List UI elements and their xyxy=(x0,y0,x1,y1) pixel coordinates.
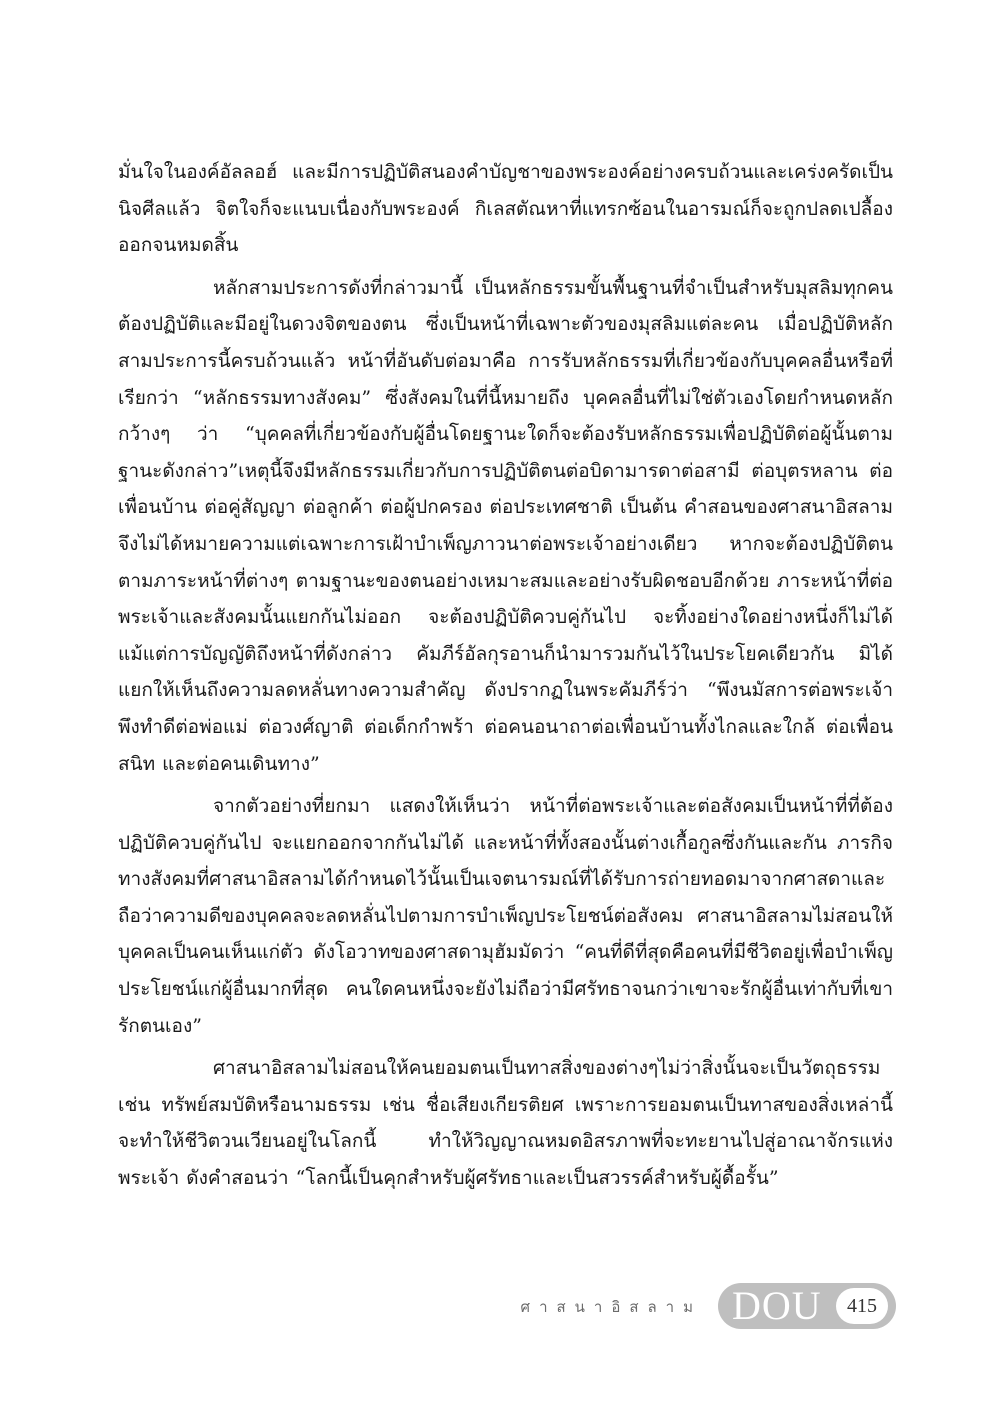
paragraph-social-principles: หลักสามประการดังที่กล่าวมานี้ เป็นหลักธรรมขั้นพื้นฐานที่จำเป็นสำหรับมุสลิมทุกคนต้องปฏิบัติและมีอยู่ในดวงจิตของตน ซึ่งเป็นหน้าที่เฉพาะตัวของมุสลิมแต่ละคน เมื่อปฏิบัติหลักสามประการนี้ครบถ้วนแล้ว หน้าที่อันดับต่อมาคือ การรับหลักธรรมที่เกี่ยวข้องกับบุคคลอื่นหรือที่เรียกว่า “หลักธรรมทางสังคม” ซึ่งสังคมในที่นี้หมายถึง บุคคลอื่นที่ไม่ใช่ตัวเองโดยกำหนดหลักกว้างๆ ว่า “บุคคลที่เกี่ยวข้องกับผู้อื่นโดยฐานะใดก็จะต้องรับหลักธรรมเพื่อปฏิบัติต่อผู้นั้นตามฐานะดังกล่าว”เหตุนี้จึงมีหลักธรรมเกี่ยวกับการปฏิบัติตนต่อบิดามารดาต่อสามี ต่อบุตรหลาน ต่อเพื่อนบ้าน ต่อคู่สัญญา ต่อลูกค้า ต่อผู้ปกครอง ต่อประเทศชาติ เป็นต้น คำสอนของศาสนาอิสลามจึงไม่ได้หมายความแต่เฉพาะการเฝ้าบำเพ็ญภาวนาต่อพระเจ้าอย่างเดียว หากจะต้องปฏิบัติตนตามภาระหน้าที่ต่างๆ ตามฐานะของตนอย่างเหมาะสมและอย่างรับผิดชอบอีกด้วย ภาระหน้าที่ต่อพระเจ้าและสังคมนั้นแยกกันไม่ออก จะต้องปฏิบัติควบคู่กันไป จะทิ้งอย่างใดอย่างหนึ่งก็ไม่ได้ แม้แต่การบัญญัติถึงหน้าที่ดังกล่าว คัมภีร์อัลกุรอานก็นำมารวมกันไว้ในประโยคเดียวกัน มิได้แยกให้เห็นถึงความลดหลั่นทางความสำคัญ ดังปรากฏในพระคัมภีร์ว่า “พึงนมัสการต่อพระเจ้า พึงทำดีต่อพ่อแม่ ต่อวงศ์ญาติ ต่อเด็กกำพร้า ต่อคนอนาถาต่อเพื่อนบ้านทั้งไกลและใกล้ ต่อเพื่อนสนิท และต่อคนเดินทาง” xyxy=(118,276,893,775)
page-number: 415 xyxy=(836,1288,888,1324)
footer-subject-title: ศาสนาอิสลาม xyxy=(520,1298,702,1316)
paragraph-continuation: มั่นใจในองค์อัลลอฮ์ และมีการปฏิบัติสนองคำบัญชาของพระองค์อย่างครบถ้วนและเคร่งครัดเป็นนิจศีลแล้ว จิตใจก็จะแนบเนื่องกับพระองค์ กิเลสตัณหาที่แทรกซ้อนในอารมณ์ก็จะถูกปลดเปลื้องออกจนหมดสิ้น xyxy=(118,161,893,257)
dou-badge xyxy=(718,1283,896,1329)
page-body xyxy=(118,154,893,1203)
paragraph-duties-example: จากตัวอย่างที่ยกมา แสดงให้เห็นว่า หน้าที่ต่อพระเจ้าและต่อสังคมเป็นหน้าที่ที่ต้องปฏิบัติควบคู่กันไป จะแยกออกจากกันไม่ได้ และหน้าที่ทั้งสองนั้นต่างเกื้อกูลซึ่งกันและกัน ภารกิจทางสังคมที่ศาสนาอิสลามได้กำหนดไว้นั้นเป็นเจตนารมณ์ที่ได้รับการถ่ายทอดมาจากศาสดาและถือว่าความดีของบุคคลจะลดหลั่นไปตามการบำเพ็ญประโยชน์ต่อสังคม ศาสนาอิสลามไม่สอนให้บุคคลเป็นคนเห็นแก่ตัว ดังโอวาทของศาสดามุฮัมมัดว่า “คนที่ดีที่สุดคือคนที่มีชีวิตอยู่เพื่อบำเพ็ญประโยชน์แก่ผู้อื่นมากที่สุด คนใดคนหนึ่งจะยังไม่ถือว่ามีศรัทธาจนกว่าเขาจะรักผู้อื่นเท่ากับที่เขารักตนเอง” xyxy=(118,795,893,1037)
dou-logo-text: DOU xyxy=(732,1283,822,1328)
paragraph-not-slave-to-things: ศาสนาอิสลามไม่สอนให้คนยอมตนเป็นทาสสิ่งของต่างๆไม่ว่าสิ่งนั้นจะเป็นวัตถุธรรม เช่น ทรัพย์สมบัติหรือนามธรรม เช่น ชื่อเสียงเกียรติยศ เพราะการยอมตนเป็นทาสของสิ่งเหล่านี้จะทำให้ชีวิตวนเวียนอยู่ในโลกนี้ ทำให้วิญญาณหมดอิสรภาพที่จะทะยานไปสู่อาณาจักรแห่งพระเจ้า ดังคำสอนว่า “โลกนี้เป็นคุกสำหรับผู้ศรัทธาและเป็นสวรรค์สำหรับผู้ดื้อรั้น” xyxy=(118,1057,893,1190)
page-footer xyxy=(0,1283,1000,1333)
